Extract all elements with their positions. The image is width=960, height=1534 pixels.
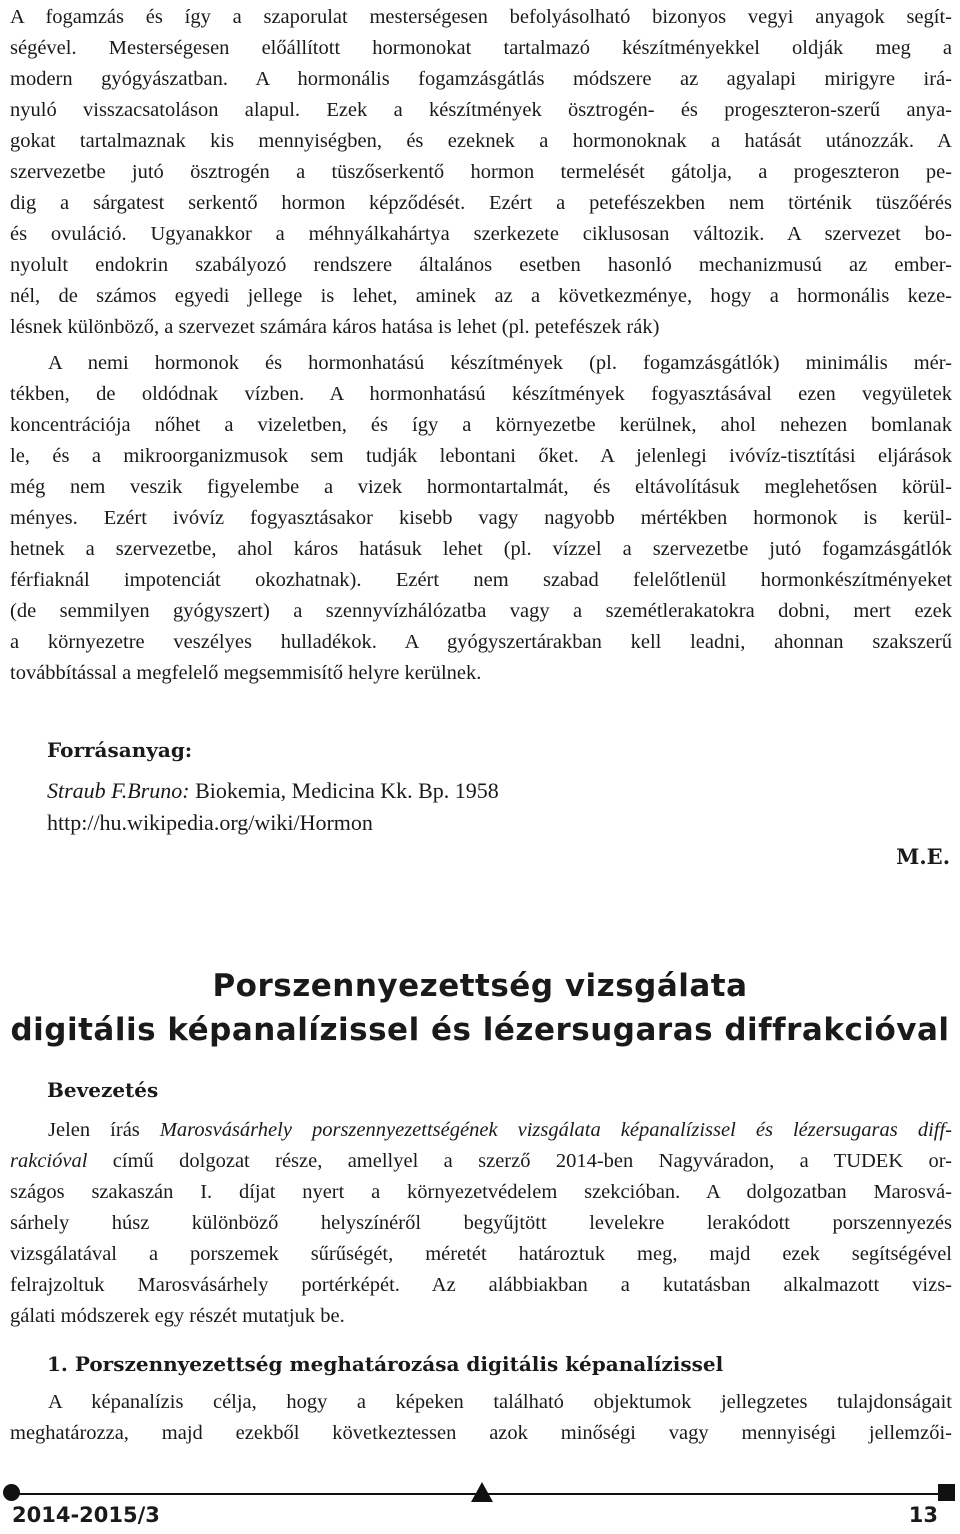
page-number: 13: [908, 1503, 938, 1527]
triangle-ornament-icon: [471, 1482, 493, 1502]
text-line: Jelen írás Marosvásárhely porszennyezettségének vizsgálata képanalízissel és lézersugaras diff-: [48, 1119, 952, 1141]
author-initials: M.E.: [896, 844, 950, 869]
text-line: tékben, de oldódnak vízben. A hormonhatású készítmények fogyasztásával ezen vegyületek: [10, 383, 952, 405]
paragraph-contraception: [10, 2, 952, 343]
paragraph-image-analysis: [10, 1387, 952, 1449]
text-line: dig a sárgatest serkentő hormon képződését. Ezért a petefészekben nem történik tüszőérés: [10, 192, 952, 214]
square-ornament-icon: [938, 1484, 955, 1501]
text-line: le, és a mikroorganizmusok sem tudják lebontani őket. A jelenlegi ivóvíz-tisztítási eljárások: [10, 445, 952, 467]
paragraph-hormones-water: [10, 348, 952, 689]
text-line: a környezetre veszélyes hulladékok. A gyógyszertárakban kell leadni, ahonnan szakszerű: [10, 631, 952, 653]
section1-heading: 1. Porszennyezettség meghatározása digitális képanalízissel: [47, 1352, 724, 1376]
text-line: nél, de számos egyedi jellege is lehet, aminek az a következménye, hogy a hormonális keze-: [10, 285, 952, 307]
text-line: koncentrációja nőhet a vizeletben, és így a környezetbe kerülnek, ahol nehezen bomlanak: [10, 414, 952, 436]
text-line: gálati módszerek egy részét mutatjuk be.: [10, 1305, 345, 1327]
article-title-line1: Porszennyezettség vizsgálata: [212, 968, 748, 1004]
article-title-line2: digitális képanalízissel és lézersugaras diffrakcióval: [10, 1012, 950, 1048]
text-line: lésnek különböző, a szervezet számára káros hatása is lehet (pl. petefészek rák): [10, 316, 660, 338]
cited-work-title: Marosvásárhely porszennyezettségének vizsgálata képanalízissel és lézersugaras diff-: [159, 1119, 952, 1141]
text-line: és ovuláció. Ugyanakkor a méhnyálkahártya szerkezete ciklusosan változik. A szervezet bo-: [10, 223, 952, 245]
text-line: gokat tartalmaznak kis mennyiségben, és ezeknek a hormonoknak a hatását utánozzák. A: [10, 130, 952, 152]
text-line: nyolult endokrin szabályozó rendszere általános esetben hasonló mechanizmusú az ember-: [10, 254, 952, 276]
text-line: A nemi hormonok és hormonhatású készítmények (pl. fogamzásgátlók) minimális mér-: [48, 352, 952, 374]
text-line: rakcióval című dolgozat része, amellyel a szerző 2014-ben Nagyváradon, a TUDEK or-: [10, 1150, 952, 1172]
text-line: még nem veszik figyelembe a vizek hormontartalmát, és eltávolításuk meglehetősen körül-: [10, 476, 952, 498]
text-line: szervezetbe jutó ösztrogén a tüszőserkentő hormon termelését gátolja, a progeszteron pe-: [10, 161, 952, 183]
text-line: szágos szakaszán I. díjat nyert a környezetvédelem szekcióban. A dolgozatban Marosvá-: [10, 1181, 952, 1203]
text-line: meghatározza, majd ezekből következtessen azok minőségi vagy mennyiségi jellemzői-: [10, 1422, 952, 1444]
paragraph-introduction: [10, 1115, 952, 1332]
sources-heading: Forrásanyag:: [47, 738, 193, 762]
text-line: ségével. Mesterségesen előállított hormonokat tartalmazó készítményekkel oldják meg a: [10, 37, 952, 59]
text-line: vizsgálatával a porszemek sűrűségét, méretét határoztuk meg, majd ezek segítségével: [10, 1243, 952, 1265]
source-link[interactable]: http://hu.wikipedia.org/wiki/Hormon: [47, 810, 373, 835]
cited-work-title: rakcióval: [10, 1150, 88, 1172]
text-line: felrajzoltuk Marosvásárhely portérképét. Az alábbiakban a kutatásban alkalmazott vizs-: [10, 1274, 952, 1296]
source-citation: [47, 778, 499, 804]
text-line: továbbítással a megfelelő megsemmisítő helyre kerülnek.: [10, 662, 482, 684]
intro-heading: Bevezetés: [47, 1078, 159, 1102]
text-line: nyuló visszacsatoláson alapul. Ezek a készítmények ösztrogén- és progeszteron-szerű anya-: [10, 99, 952, 121]
issue-number: 2014-2015/3: [12, 1503, 160, 1527]
text-line: sárhely húsz különböző helyszínéről begyűjtött levelekre lerakódott porszennyezés: [10, 1212, 952, 1234]
source-author: Straub F.Bruno:: [47, 778, 190, 803]
text-line: hetnek a szervezetbe, ahol káros hatásuk lehet (pl. vízzel a szervezetbe jutó fogamzásgátlók: [10, 538, 952, 560]
source-details: Biokemia, Medicina Kk. Bp. 1958: [189, 778, 499, 803]
text-line: A képanalízis célja, hogy a képeken található objektumok jellegzetes tulajdonságait: [48, 1391, 952, 1413]
text-line: férfiaknál impotenciát okozhatnak). Ezért nem szabad felelőtlenül hormonkészítményeket: [10, 569, 952, 591]
text-line: ményes. Ezért ivóvíz fogyasztásakor kisebb vagy nagyobb mértékben hormonok is kerül-: [10, 507, 952, 529]
text-line: A fogamzás és így a szaporulat mesterségesen befolyásolható bizonyos vegyi anyagok segít-: [10, 6, 952, 28]
text-line: modern gyógyászatban. A hormonális fogamzásgátlás módszere az agyalapi mirigyre irá-: [10, 68, 952, 90]
text-line: (de semmilyen gyógyszert) a szennyvízhálózatba vagy a szemétlerakatokra dobni, mert ezek: [10, 600, 952, 622]
circle-ornament-icon: [3, 1484, 20, 1501]
